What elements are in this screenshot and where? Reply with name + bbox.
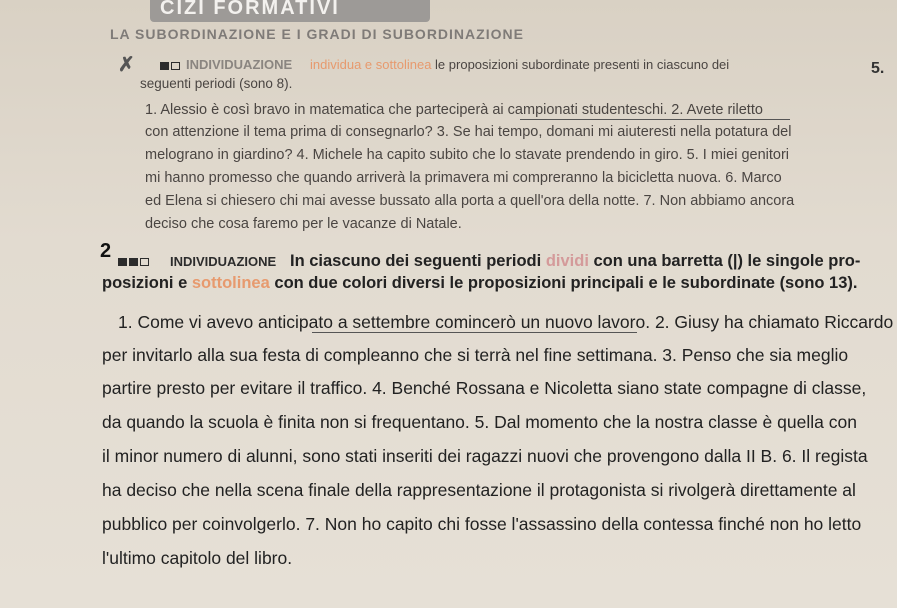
section-title: LA SUBORDINAZIONE E I GRADI DI SUBORDINAZIONE xyxy=(110,26,524,42)
exercise-2-line: da quando la scuola è finita non si frequentano. 5. Dal momento che la nostra classe è quella con xyxy=(102,412,857,432)
banner-title: CIZI FORMATIVI xyxy=(160,0,340,19)
difficulty-squares-1 xyxy=(160,62,180,70)
exercise-2-line: il minor numero di alunni, sono stati inseriti dei ragazzi nuovi che provengono dalla II B. 6. Il regista xyxy=(102,446,868,466)
exercise-1-line: 1. Alessio è così bravo in matematica che parteciperà ai campionati studenteschi. 2. Avete riletto xyxy=(145,102,763,118)
pencil-underline xyxy=(312,332,637,333)
exercise-2-line: partire presto per evitare il traffico. 4. Benché Rossana e Nicoletta siano state compagne di classe, xyxy=(102,378,867,398)
exercise-1-instruction-2: seguenti periodi (sono 8). xyxy=(140,76,293,91)
exercise-2-line: per invitarlo alla sua festa di compleanno che si terrà nel fine settimana. 3. Penso che sia meglio xyxy=(102,345,849,365)
difficulty-squares-2 xyxy=(118,258,149,266)
exercise-1-tag: INDIVIDUAZIONE xyxy=(186,57,293,72)
exercise-2-tag: INDIVIDUAZIONE xyxy=(170,254,277,269)
pencil-underline xyxy=(520,119,790,120)
exercise-1-line: mi hanno promesso che quando arriverà la primavera mi compreranno la bicicletta nuova. 6. Marco xyxy=(145,170,782,186)
exercise-2-line: 1. Come vi avevo anticipato a settembre comincerò un nuovo lavoro. 2. Giusy ha chiamato Riccardo xyxy=(118,312,894,332)
exercise-1-instruction: individua e sottolinea le proposizioni subordinate presenti in ciascuno dei xyxy=(310,57,730,72)
exercise-1-line: con attenzione il tema prima di consegnarlo? 3. Se hai tempo, domani mi aiuteresti nella potatura del xyxy=(145,124,792,140)
exercise-2-line: pubblico per coinvolgerlo. 7. Non ho capito chi fosse l'assassino della contessa finché non ho letto xyxy=(102,514,862,534)
exercise-1-line: ed Elena si chiesero chi mai avesse bussato alla porta a quell'ora della notte. 7. Non abbiamo ancora xyxy=(145,193,795,209)
exercise-2-number: 2 xyxy=(100,240,112,262)
exercise-2-line: l'ultimo capitolo del libro. xyxy=(102,548,293,568)
page-number: 5. xyxy=(871,60,885,77)
exercise-1-line: deciso che cosa faremo per le vacanze di Natale. xyxy=(145,216,462,232)
exercise-2-line: ha deciso che nella scena finale della rappresentazione il protagonista si rivolgerà direttamente al xyxy=(102,480,856,500)
exercise-2-instruction-2: posizioni e sottolinea con due colori diversi le proposizioni principali e le subordinate (sono 13). xyxy=(102,274,858,292)
exercise-2-instruction-1: In ciascuno dei seguenti periodi dividi con una barretta (|) le singole pro- xyxy=(290,252,861,270)
exercise-1-line: melograno in giardino? 4. Michele ha capito subito che lo stavate prendendo in giro. 5. I miei genitori xyxy=(145,147,790,163)
exercise-1-marker: ✗ xyxy=(118,54,135,76)
